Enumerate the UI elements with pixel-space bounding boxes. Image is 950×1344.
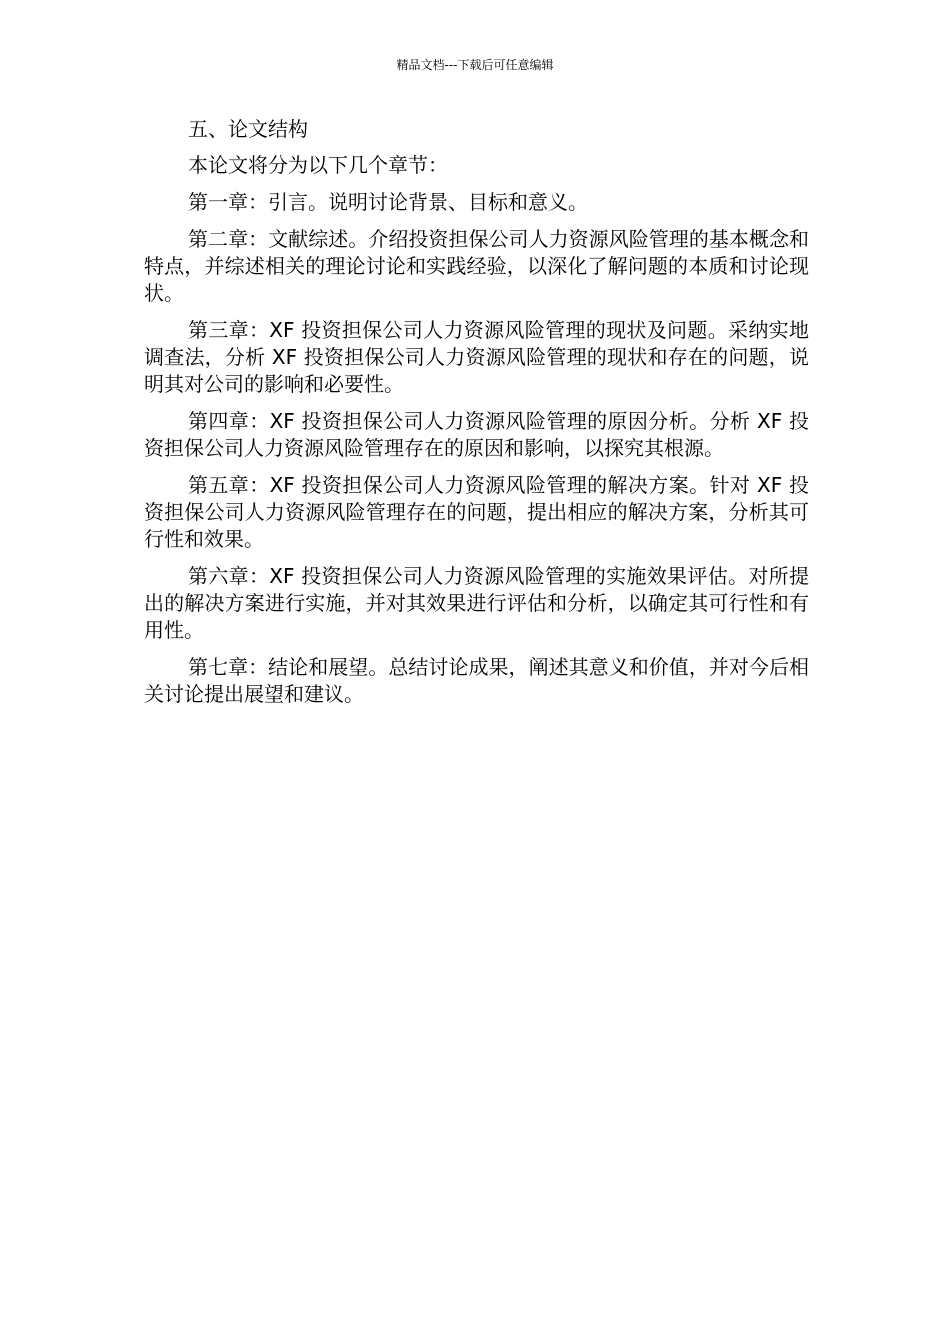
chapter-6-paragraph: 第六章：XF 投资担保公司人力资源风险管理的实施效果评估。对所提出的解决方案进行实施，并对其效果进行评估和分析，以确定其可行性和有用性。 [144, 564, 809, 642]
document-body [144, 116, 809, 718]
chapter-7-paragraph: 第七章：结论和展望。总结讨论成果，阐述其意义和价值，并对今后相关讨论提出展望和建议。 [144, 655, 809, 706]
intro-paragraph: 本论文将分为以下几个章节： [188, 153, 448, 177]
page-header: 精品文档---下载后可任意编辑 [396, 58, 554, 72]
chapter-5-paragraph: 第五章：XF 投资担保公司人力资源风险管理的解决方案。针对 XF 投资担保公司人力资源风险管理存在的问题，提出相应的解决方案，分析其可行性和效果。 [144, 473, 809, 551]
chapter-1-paragraph: 第一章：引言。说明讨论背景、目标和意义。 [188, 190, 588, 214]
chapter-2-paragraph: 第二章：文献综述。介绍投资担保公司人力资源风险管理的基本概念和特点，并综述相关的理论讨论和实践经验，以深化了解问题的本质和讨论现状。 [144, 227, 809, 305]
chapter-4-paragraph: 第四章：XF 投资担保公司人力资源风险管理的原因分析。分析 XF 投资担保公司人力资源风险管理存在的原因和影响，以探究其根源。 [144, 409, 809, 460]
section-heading: 五、论文结构 [188, 117, 308, 141]
chapter-3-paragraph: 第三章：XF 投资担保公司人力资源风险管理的现状及问题。采纳实地调查法，分析 XF 投资担保公司人力资源风险管理的现状和存在的问题，说明其对公司的影响和必要性。 [144, 318, 809, 396]
